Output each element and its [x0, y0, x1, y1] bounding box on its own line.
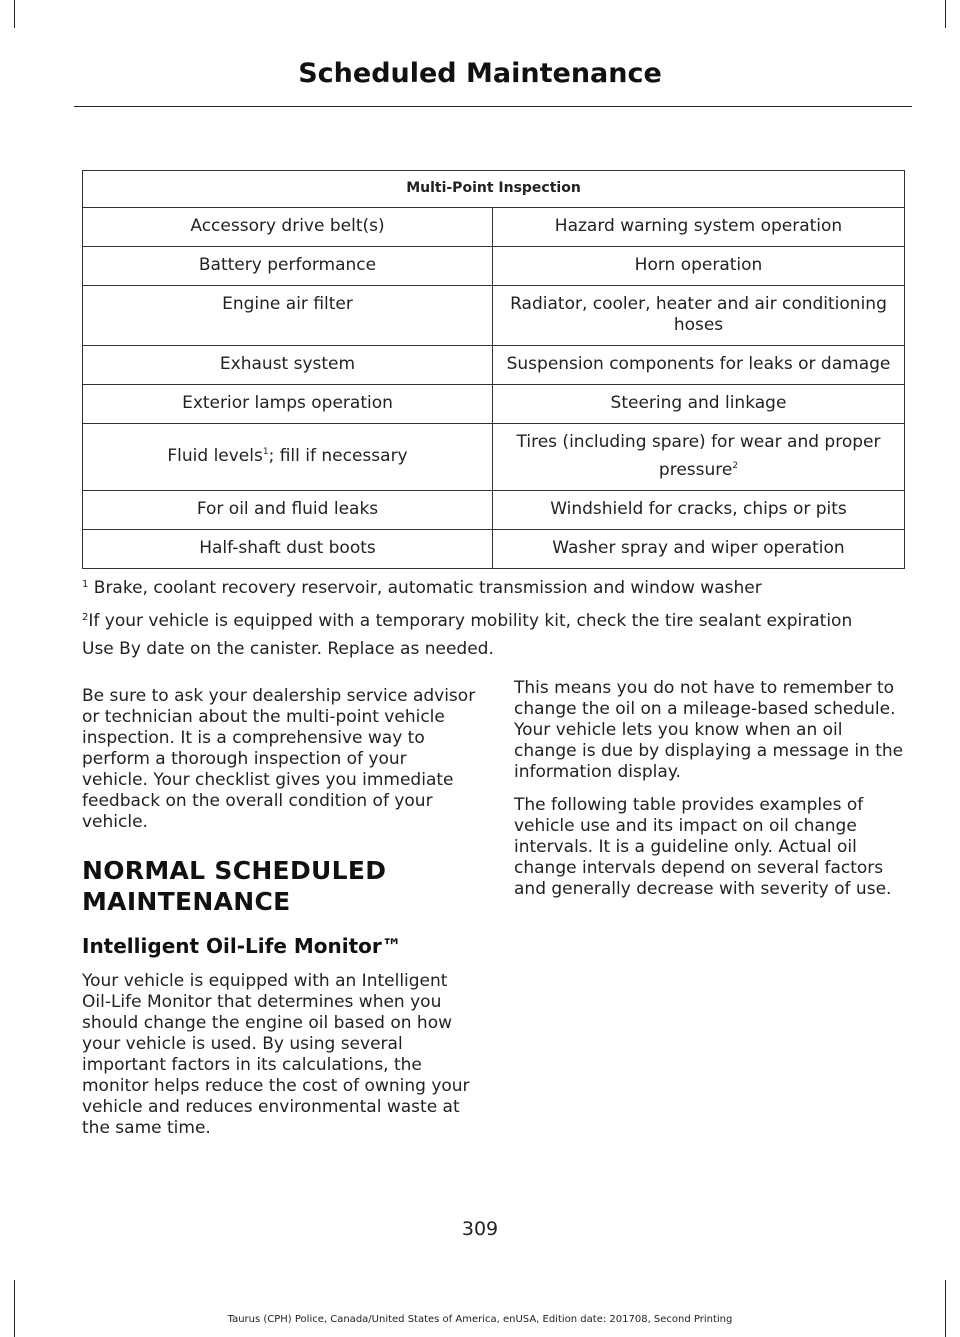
- table-cell-right: Hazard warning system operation: [493, 208, 905, 247]
- right-paragraph-1: This means you do not have to remember to change the oil on a mileage-based schedule. Your vehicle lets you know when an oil change is due by displaying a message in the information display.: [514, 678, 904, 782]
- footnote-ref-1: 1: [262, 447, 269, 457]
- subheading-oil-life-monitor: Intelligent Oil-Life Monitor™: [82, 934, 402, 958]
- intro-paragraph: Be sure to ask your dealership service advisor or technician about the multi-point vehicle inspection. It is a comprehensive way to perform a thorough inspection of your vehicle. Your checklist gives you immediate feedback on the overall condition of your vehicle.: [82, 686, 476, 832]
- section-heading: [82, 855, 477, 917]
- table-row: [83, 530, 905, 569]
- table-cell-left: [83, 424, 493, 491]
- table-cell-left: Exhaust system: [83, 346, 493, 385]
- table-cell-right: Radiator, cooler, heater and air conditioning hoses: [493, 286, 905, 346]
- table-cell-left: Half-shaft dust boots: [83, 530, 493, 569]
- table-cell-left: Accessory drive belt(s): [83, 208, 493, 247]
- footnote-text-2-cont: Use By date on the canister. Replace as needed.: [82, 639, 494, 659]
- table-cell-right: Horn operation: [493, 247, 905, 286]
- section-heading-line-2: MAINTENANCE: [82, 887, 291, 916]
- footnote-mark-1: 1: [82, 579, 89, 590]
- table-row: [83, 286, 905, 346]
- right-paragraph-2: The following table provides examples of vehicle use and its impact on oil change intervals. It is a guideline only. Actual oil change intervals depend on several factors and generally decrease with severity of use.: [514, 795, 892, 899]
- table-cell-left: Battery performance: [83, 247, 493, 286]
- right-column: [514, 678, 909, 912]
- table-row: [83, 385, 905, 424]
- table-row: [83, 346, 905, 385]
- table-row: [83, 208, 905, 247]
- header-divider: [74, 106, 912, 107]
- left-column: [82, 686, 477, 1151]
- table-row: [83, 491, 905, 530]
- table-cell-right: Washer spray and wiper operation: [493, 530, 905, 569]
- footnote-2: [82, 607, 852, 663]
- table-cell-right: Steering and linkage: [493, 385, 905, 424]
- footnote-mark-2: 2: [82, 612, 89, 623]
- table-row: [83, 247, 905, 286]
- crop-mark-bottom-left-v: [14, 1280, 15, 1337]
- table-row: [83, 424, 905, 491]
- footnote-text-1: Brake, coolant recovery reservoir, automatic transmission and window washer: [88, 578, 762, 598]
- table-title: Multi-Point Inspection: [83, 171, 905, 208]
- crop-mark-top-right-v: [945, 0, 946, 28]
- tires-pressure-text: pressure: [658, 460, 733, 480]
- page-number: 309: [461, 1218, 499, 1240]
- footnote-1: [82, 574, 762, 602]
- oil-life-monitor-paragraph: Your vehicle is equipped with an Intelligent Oil-Life Monitor that determines when you should change the engine oil based on how your vehicle is used. By using several important factors in its calculations, the monitor helps reduce the cost of owning your vehicle and reduces environmental waste at the same time.: [82, 971, 470, 1138]
- table-cell-left: Engine air filter: [83, 286, 493, 346]
- table-cell-right: Suspension components for leaks or damage: [493, 346, 905, 385]
- section-heading-line-1: NORMAL SCHEDULED: [82, 856, 387, 885]
- page-header-title: Scheduled Maintenance: [298, 58, 662, 89]
- edition-footer: Taurus (CPH) Police, Canada/United States of America, enUSA, Edition date: 201708, Second Printing: [227, 1314, 733, 1325]
- crop-mark-top-left-v: [14, 0, 15, 28]
- fluid-levels-text: Fluid levels: [167, 446, 263, 466]
- table-cell-left: For oil and fluid leaks: [83, 491, 493, 530]
- table-cell-right: Windshield for cracks, chips or pits: [493, 491, 905, 530]
- footnote-text-2: If your vehicle is equipped with a temporary mobility kit, check the tire sealant expiration: [88, 611, 853, 631]
- fluid-levels-suffix: ; fill if necessary: [268, 446, 408, 466]
- multi-point-inspection-table: [82, 170, 905, 569]
- tires-text: Tires (including spare) for wear and proper: [516, 432, 881, 452]
- table-cell-right: [493, 424, 905, 491]
- crop-mark-bottom-right-v: [945, 1280, 946, 1337]
- footnote-ref-2: 2: [732, 461, 739, 471]
- table-cell-left: Exterior lamps operation: [83, 385, 493, 424]
